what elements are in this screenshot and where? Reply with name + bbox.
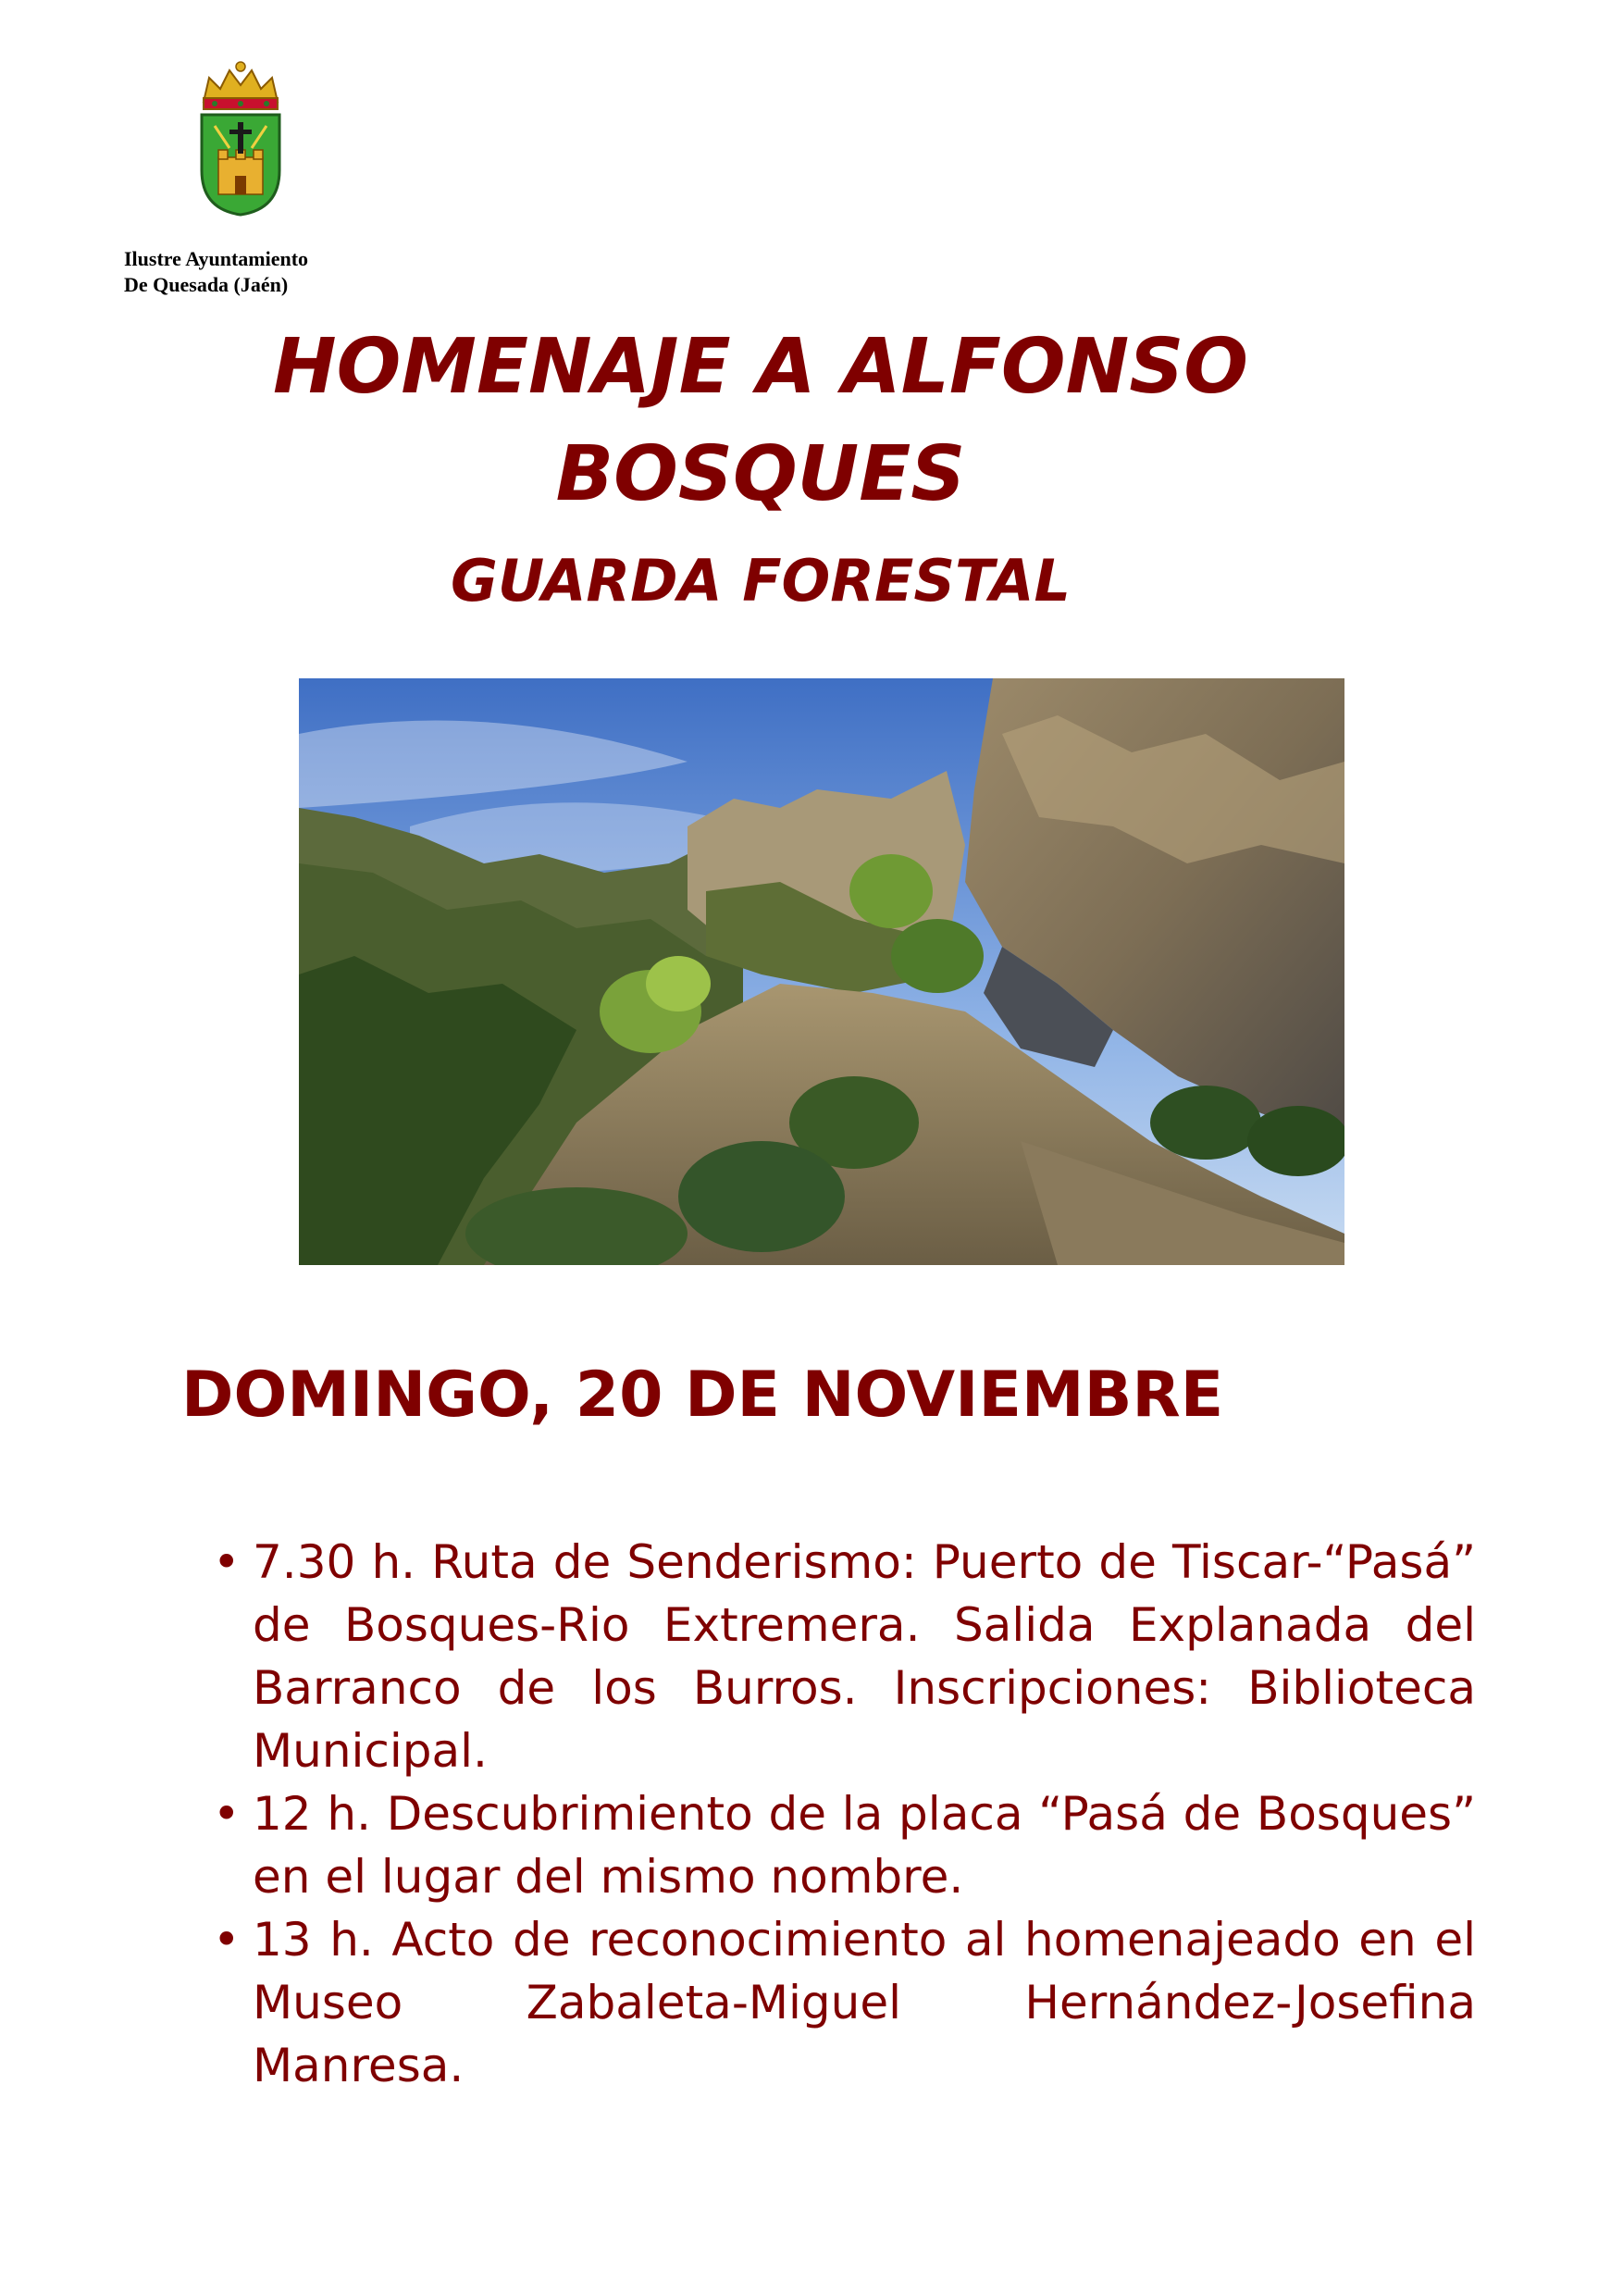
bullet-icon: •	[213, 1787, 241, 1841]
title-line-1: HOMENAJE A ALFONSO	[273, 323, 1248, 411]
subtitle: GUARDA FORESTAL	[451, 547, 1071, 614]
event-schedule-list	[213, 1531, 1476, 2097]
organization-name	[124, 246, 308, 298]
bullet-icon: •	[213, 1535, 241, 1589]
coat-of-arms-logo	[196, 61, 285, 218]
schedule-item	[213, 1531, 1476, 1782]
schedule-item-text: 13 h. Acto de reconocimiento al homenajeado en el Museo Zabaleta-Miguel Hernández-Josefina Manresa.	[253, 1913, 1476, 2092]
event-date: DOMINGO, 20 DE NOVIEMBRE	[181, 1359, 1224, 1432]
schedule-item-text: 12 h. Descubrimiento de la placa “Pasá de Bosques” en el lugar del mismo nombre.	[253, 1787, 1476, 1904]
schedule-item-text: 7.30 h. Ruta de Senderismo: Puerto de Tiscar-“Pasá” de Bosques-Rio Extremera. Salida Explanada del Barranco de los Burros. Inscripciones: Biblioteca Municipal.	[253, 1535, 1476, 1778]
org-line-2: De Quesada (Jaén)	[124, 273, 289, 296]
schedule-item	[213, 1908, 1476, 2097]
mountain-landscape-photo	[299, 678, 1344, 1265]
schedule-item	[213, 1782, 1476, 1908]
bullet-icon: •	[213, 1913, 241, 1967]
org-line-1: Ilustre Ayuntamiento	[124, 247, 309, 270]
title-line-2: BOSQUES	[555, 430, 966, 518]
